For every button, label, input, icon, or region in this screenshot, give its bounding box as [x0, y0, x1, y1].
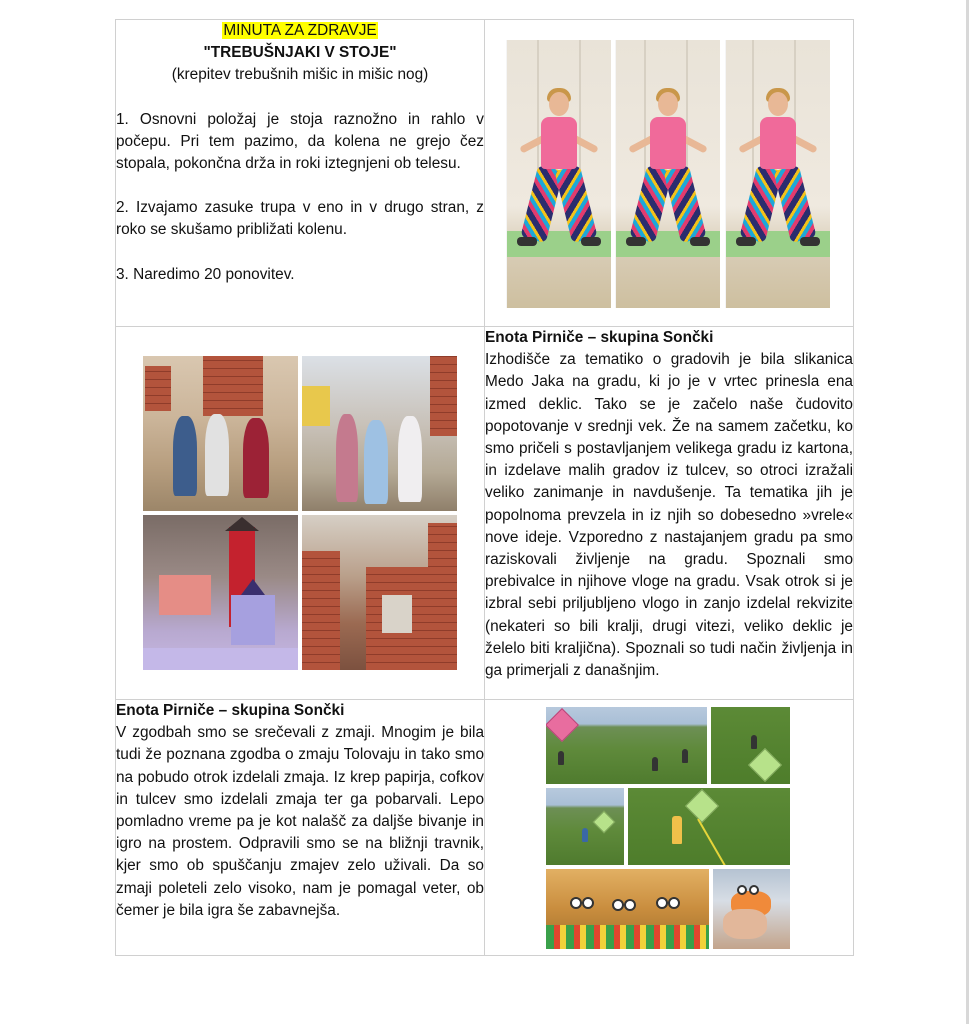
exercise-title: "TREBUŠNJAKI V STOJE": [203, 44, 397, 62]
row-kites: [116, 700, 854, 956]
castle-photo-collage: [116, 327, 484, 699]
kite-photos-cell: [485, 700, 854, 956]
row-castles: [116, 327, 854, 700]
kite-photo-6: [713, 869, 790, 949]
kite-section-heading: Enota Pirniče – skupina Sončki: [116, 702, 345, 719]
castle-text-cell: [485, 327, 854, 700]
castle-photo-1: [143, 356, 298, 511]
exercise-subtitle: (krepitev trebušnih mišic in mišic nog): [171, 66, 429, 84]
castle-section-heading: Enota Pirniče – skupina Sončki: [485, 329, 714, 346]
exercise-step-3: 3. Naredimo 20 ponovitev.: [116, 265, 295, 283]
kite-photo-2: [711, 707, 790, 784]
kite-photo-5: [546, 869, 709, 949]
exercise-panel-2: [615, 40, 720, 308]
document-table: [115, 19, 854, 956]
castle-photo-4: [302, 515, 457, 670]
exercise-heading: [116, 20, 484, 87]
exercise-panel-1: [506, 40, 611, 308]
exercise-panel-3: [725, 40, 830, 308]
kite-section-body: V zgodbah smo se srečevali z zmaji. Mnogim je bila tudi že poznana zgodba o zmaju Tolovaju in tako smo na pobudo otrok izdelali zmaja. Iz krep papirja, cofkov in tulcev smo izdelali zmaja ter ga pobarvali. Lepo pomladno vreme pa je kot nalašč za daljše bivanje in igro na prostem. Odpravili smo se na bližnji travnik, kjer smo ob spuščanju zmajev zelo uživali. Da so zmaji poleteli zelo visoko, nam je pomagal veter, ob čemer je bila igra še zabavnejša.: [116, 724, 484, 919]
kite-text-cell: [116, 700, 485, 956]
castle-photos-cell: [116, 327, 485, 700]
castle-photo-2: [302, 356, 457, 511]
heading-highlight: MINUTA ZA ZDRAVJE: [223, 22, 377, 39]
exercise-photo-cell: [485, 20, 854, 327]
exercise-text-cell: [116, 20, 485, 327]
kite-photo-collage: [485, 700, 853, 955]
kite-photo-1: [546, 707, 707, 784]
exercise-step-2: 2. Izvajamo zasuke trupa v eno in v drugo stran, z roko se skušamo približati kolenu.: [116, 199, 484, 239]
castle-photo-3: [143, 515, 298, 670]
row-exercise: [116, 20, 854, 327]
exercise-step-1: 1. Osnovni položaj je stoja raznožno in rahlo v počepu. Pri tem pazimo, da kolena ne grejo čez stopala, pokončna drža in roki iztegnjeni ob telesu.: [116, 110, 484, 173]
exercise-photo: [485, 20, 853, 326]
kite-photo-3: [546, 788, 624, 865]
castle-section-body: Izhodišče za tematiko o gradovih je bila slikanica Medo Jaka na gradu, ki jo je v vrtec prinesla ena izmed deklic. Tako se je začelo naše čudovito popotovanje v srednji vek. Že na samem začetku, ko smo pričeli s postavljanjem velikega gradu iz kartona, in izdelave malih gradov iz tulcev, so otroci izražali veliko zanimanje in navdušenje. Ta tematika jih je popolnoma prevzela in iz njih so dobesedno »vrele« nove ideje. Vzporedno z nastajanjem gradu pa smo raziskovali življenje na gradu. Spoznali smo prebivalce in njihove vloge na gradu. Vsak otrok si je izbral sebi priljubljeno vlogo in zanjo izdelal rekvizite (nekateri so bili kralji, drugi vitezi, veliko deklic je želelo biti kraljična). Spoznali so tudi način življenja in ga primerjali z današnjim.: [485, 351, 853, 680]
kite-photo-4: [628, 788, 790, 865]
